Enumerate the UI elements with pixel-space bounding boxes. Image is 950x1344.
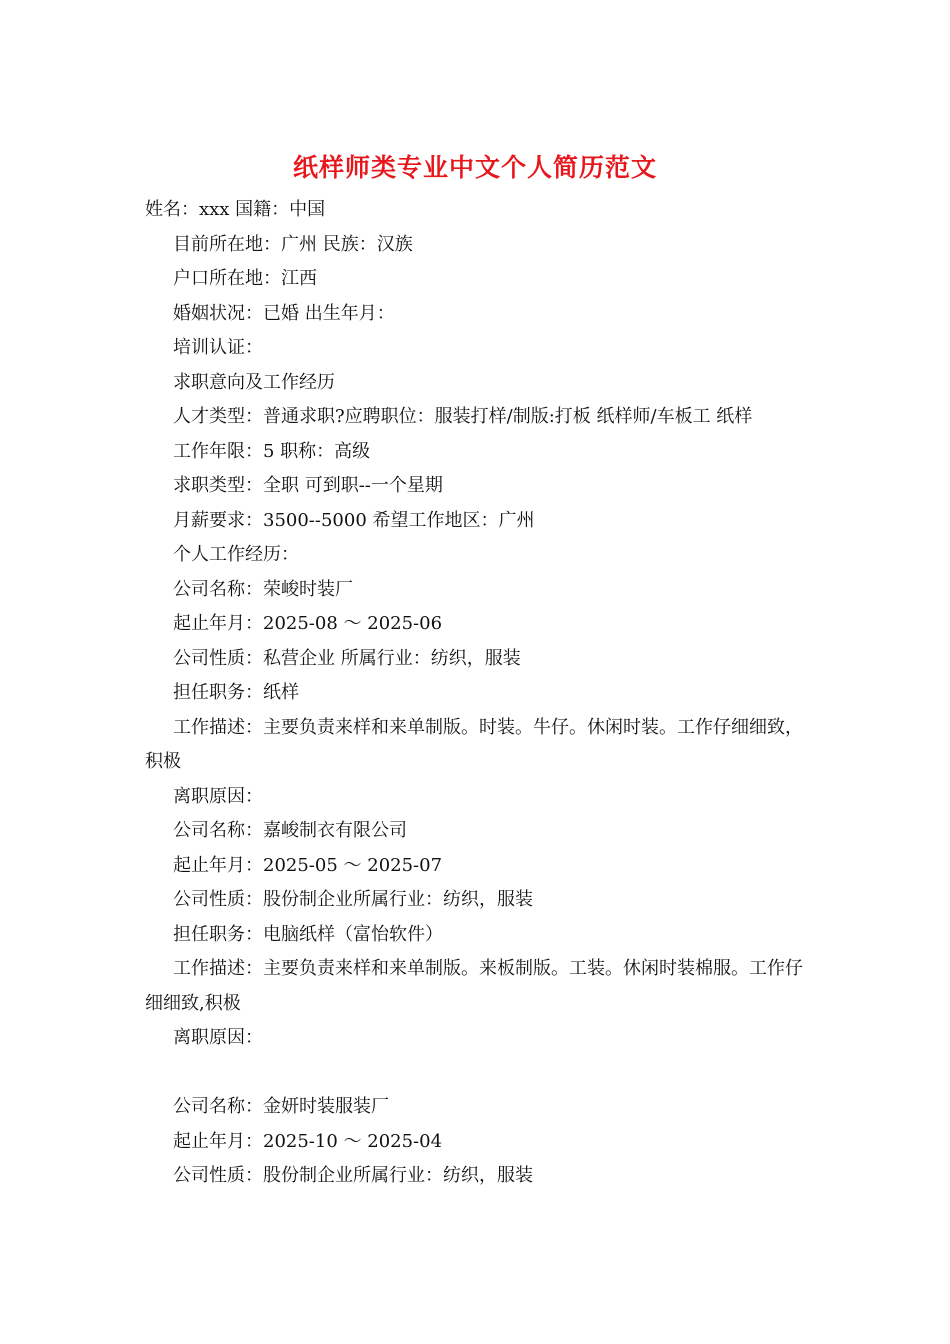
company-type-line: 公司性质：股份制企业所属行业：纺织，服装 bbox=[173, 889, 533, 910]
job-type-line: 求职类型：全职 可到职--一个星期 bbox=[173, 475, 443, 496]
document-title: 纸样师类专业中文个人简历范文 bbox=[292, 153, 657, 182]
work-years-line: 工作年限：5 职称：高级 bbox=[173, 440, 371, 462]
job-description-line: 工作描述：主要负责来样和来单制版。时装。牛仔。休闲时装。工作仔细细致，积极 bbox=[145, 716, 803, 772]
leaving-reason-line: 离职原因： bbox=[173, 785, 263, 807]
salary-expectation-line: 月薪要求：3500--5000 希望工作地区：广州 bbox=[173, 509, 535, 531]
company-name-line: 公司名称：嘉峻制衣有限公司 bbox=[173, 820, 407, 841]
section-heading-work-history: 个人工作经历： bbox=[173, 544, 299, 565]
position-line: 担任职务：电脑纸样（富怡软件） bbox=[173, 923, 443, 945]
talent-type-line: 人才类型：普通求职?应聘职位：服装打样/制版:打板 纸样师/车板工 纸样 bbox=[173, 406, 753, 427]
current-location-line: 目前所在地：广州 民族：汉族 bbox=[173, 233, 413, 255]
company-type-line: 公司性质：股份制企业所属行业：纺织，服装 bbox=[173, 1165, 533, 1186]
name-nationality-line: 姓名：xxx 国籍：中国 bbox=[145, 199, 326, 220]
company-name-line: 公司名称：荣峻时装厂 bbox=[173, 578, 353, 600]
employment-period-line: 起止年月：2025-05 ～ 2025-07 bbox=[173, 854, 443, 876]
company-name-line: 公司名称：金妍时装服装厂 bbox=[173, 1096, 389, 1117]
training-certification-line: 培训认证： bbox=[173, 337, 263, 358]
blank-spacer bbox=[145, 1056, 810, 1091]
position-line: 担任职务：纸样 bbox=[173, 682, 299, 703]
resume-body bbox=[145, 193, 810, 1194]
employment-period-line: 起止年月：2025-08 ～ 2025-06 bbox=[173, 613, 443, 634]
marital-status-line: 婚姻状况：已婚 出生年月： bbox=[173, 302, 395, 324]
household-registration-line: 户口所在地：江西 bbox=[173, 268, 317, 289]
section-heading-job-intent: 求职意向及工作经历 bbox=[173, 371, 335, 393]
leaving-reason-line: 离职原因： bbox=[173, 1027, 263, 1048]
company-type-line: 公司性质：私营企业 所属行业：纺织，服装 bbox=[173, 647, 521, 669]
job-description-line: 工作描述：主要负责来样和来单制版。来板制版。工装。休闲时装棉服。工作仔细细致,积极 bbox=[145, 958, 803, 1014]
employment-period-line: 起止年月：2025-10 ～ 2025-04 bbox=[173, 1130, 443, 1152]
